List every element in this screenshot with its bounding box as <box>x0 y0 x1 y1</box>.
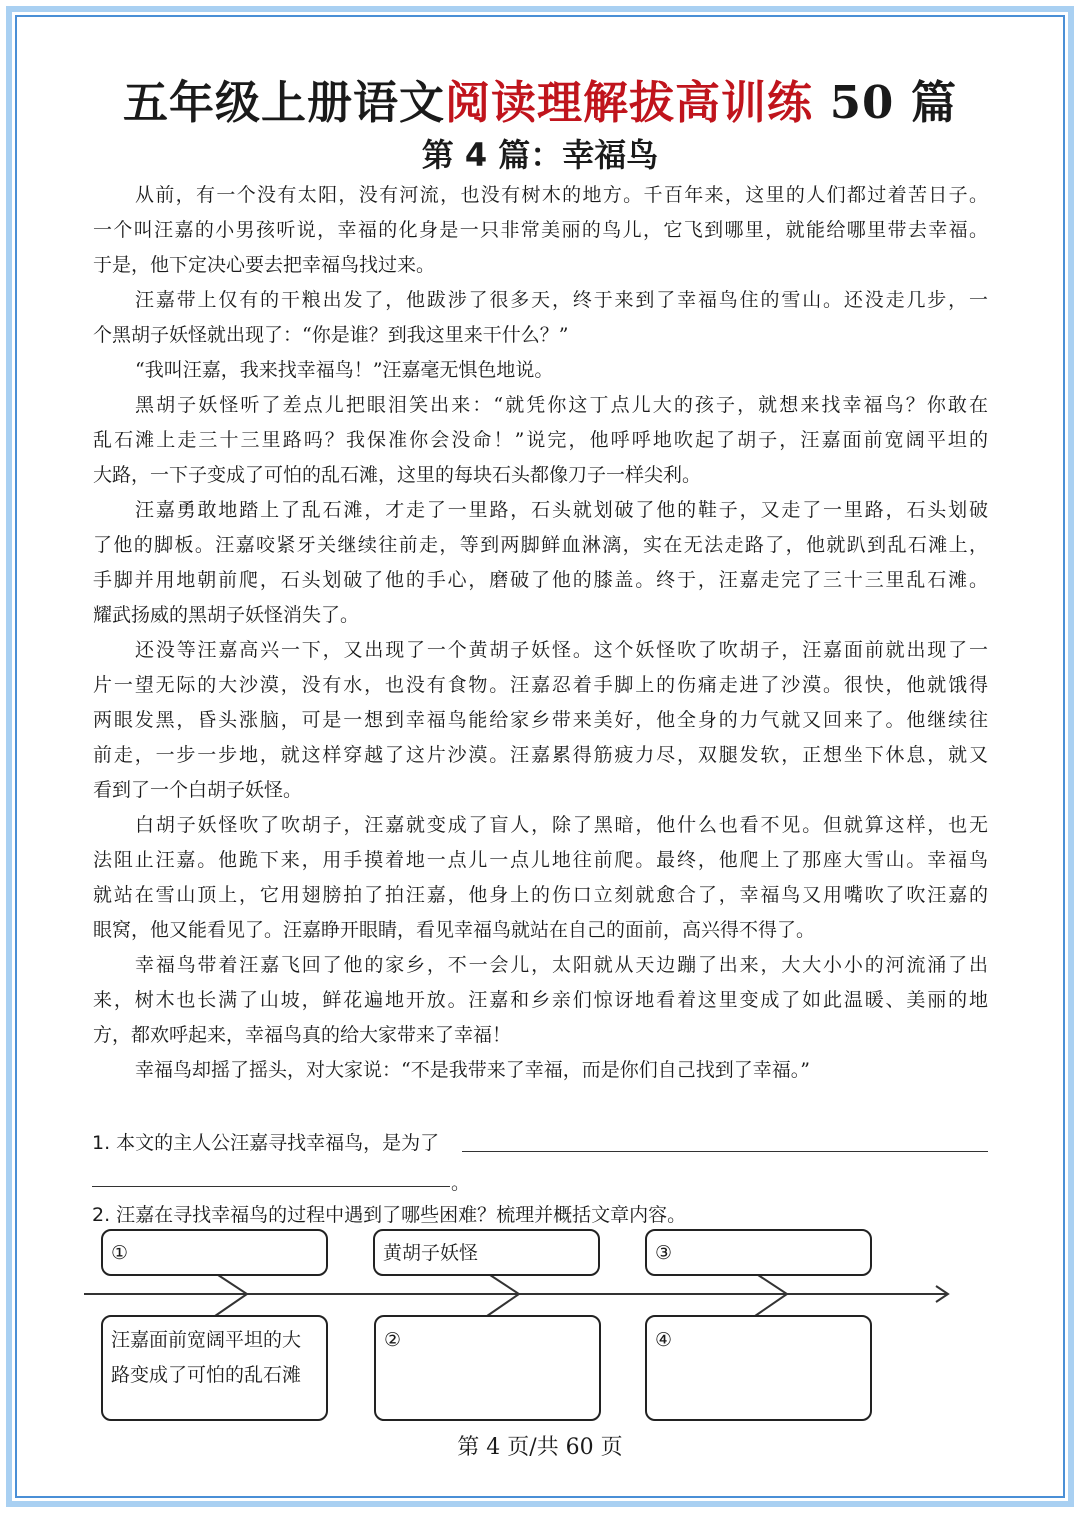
paragraph-line: 来，树木也长满了山坡，鲜花遍地开放。汪嘉和乡亲们惊讶地看着这里变成了如此温暖、美丽的地 <box>93 989 988 1011</box>
timeline-bottom-box-3[interactable]: ④ <box>645 1315 872 1421</box>
paragraph-line: 乱石滩上走三十三里路吗？我保准你会没命！”说完，他呼呼地吹起了胡子，汪嘉面前宽阔平坦的 <box>93 429 988 451</box>
paragraph-line: 法阻止汪嘉。他跪下来，用手摸着地一点儿一点儿地往前爬。最终，他爬上了那座大雪山。幸福鸟 <box>93 849 988 871</box>
question-2: 2. 汪嘉在寻找幸福鸟的过程中遇到了哪些困难？梳理并概括文章内容。 <box>92 1204 687 1226</box>
paragraph-line: 黑胡子妖怪听了差点儿把眼泪笑出来：“就凭你这丁点儿大的孩子，就想来找幸福鸟？你敢在 <box>135 394 988 416</box>
timeline-top-box-1[interactable]: ① <box>101 1229 328 1276</box>
paragraph-line: 汪嘉勇敢地踏上了乱石滩，才走了一里路，石头就划破了他的鞋子，又走了一里路，石头划破 <box>135 499 988 521</box>
paragraph-line: 方，都欢呼起来，幸福鸟真的给大家带来了幸福！ <box>93 1024 512 1046</box>
paragraph-line: 还没等汪嘉高兴一下，又出现了一个黄胡子妖怪。这个妖怪吹了吹胡子，汪嘉面前就出现了一 <box>135 639 988 661</box>
paragraph-line: 眼窝，他又能看见了。汪嘉睁开眼睛，看见幸福鸟就站在自己的面前，高兴得不得了。 <box>93 919 816 941</box>
title-black: 五年级上册语文 <box>123 76 446 129</box>
paragraph-line: 个黑胡子妖怪就出现了：“你是谁？到我这里来干什么？” <box>93 324 569 346</box>
paragraph-line: 手脚并用地朝前爬，石头划破了他的手心，磨破了他的膝盖。终于，汪嘉走完了三十三里乱石滩。 <box>93 569 988 591</box>
paragraph-line: 前走，一步一步地，就这样穿越了这片沙漠。汪嘉累得筋疲力尽，双腿发软，正想坐下休息，就又 <box>93 744 988 766</box>
paragraph-line: 幸福鸟带着汪嘉飞回了他的家乡，不一会儿，太阳就从天边蹦了出来，大大小小的河流涌了出 <box>135 954 988 976</box>
paragraph-line: 大路，一下子变成了可怕的乱石滩，这里的每块石头都像刀子一样尖利。 <box>93 464 702 486</box>
paragraph-line: 白胡子妖怪吹了吹胡子，汪嘉就变成了盲人，除了黑暗，他什么也看不见。但就算这样，也无 <box>135 814 988 836</box>
article-title: 第 4 篇：幸福鸟 <box>421 136 659 174</box>
paragraph-line: 两眼发黑，昏头涨脑，可是一想到幸福鸟能给家乡带来美好，他全身的力气就又回来了。他继续往 <box>93 709 988 731</box>
timeline-bottom-box-1[interactable]: 汪嘉面前宽阔平坦的大路变成了可怕的乱石滩 <box>101 1315 328 1421</box>
paragraph-line: 从前，有一个没有太阳，没有河流，也没有树木的地方。千百年来，这里的人们都过着苦日子。 <box>135 184 988 206</box>
timeline-top-box-2[interactable]: 黄胡子妖怪 <box>373 1229 600 1276</box>
paragraph-line: “我叫汪嘉，我来找幸福鸟！”汪嘉毫无惧色地说。 <box>135 359 554 381</box>
question-1-end: 。 <box>451 1172 471 1194</box>
paragraph-line: 于是，他下定决心要去把幸福鸟找过来。 <box>93 254 436 276</box>
question-1: 1. 本文的主人公汪嘉寻找幸福鸟，是为了 <box>92 1132 440 1154</box>
paragraph-line: 了他的脚板。汪嘉咬紧牙关继续往前走，等到两脚鲜血淋漓，实在无法走路了，他就趴到乱石滩上， <box>93 534 988 556</box>
paragraph-line: 看到了一个白胡子妖怪。 <box>93 779 303 801</box>
paragraph-line: 幸福鸟却摇了摇头，对大家说：“不是我带来了幸福，而是你们自己找到了幸福。” <box>135 1059 810 1081</box>
title-suffix: 50 篇 <box>813 76 957 129</box>
paragraph-line: 就站在雪山顶上，它用翅膀拍了拍汪嘉，他身上的伤口立刻就愈合了，幸福鸟又用嘴吹了吹汪嘉的 <box>93 884 988 906</box>
paragraph-line: 一个叫汪嘉的小男孩听说，幸福的化身是一只非常美丽的鸟儿，它飞到哪里，就能给哪里带去幸福。 <box>93 219 988 241</box>
paragraph-line: 片一望无际的大沙漠，没有水，也没有食物。汪嘉忍着手脚上的伤痛走进了沙漠。很快，他就饿得 <box>93 674 988 696</box>
title-red: 阅读理解拔高训练 <box>445 76 814 129</box>
timeline-bottom-box-2[interactable]: ② <box>374 1315 601 1421</box>
timeline-top-box-3[interactable]: ③ <box>645 1229 872 1276</box>
paragraph-line: 汪嘉带上仅有的干粮出发了，他跋涉了很多天，终于来到了幸福鸟住的雪山。还没走几步，一 <box>135 289 988 311</box>
paragraph-line: 耀武扬威的黑胡子妖怪消失了。 <box>93 604 360 626</box>
page-number: 第 4 页/共 60 页 <box>457 1435 623 1460</box>
